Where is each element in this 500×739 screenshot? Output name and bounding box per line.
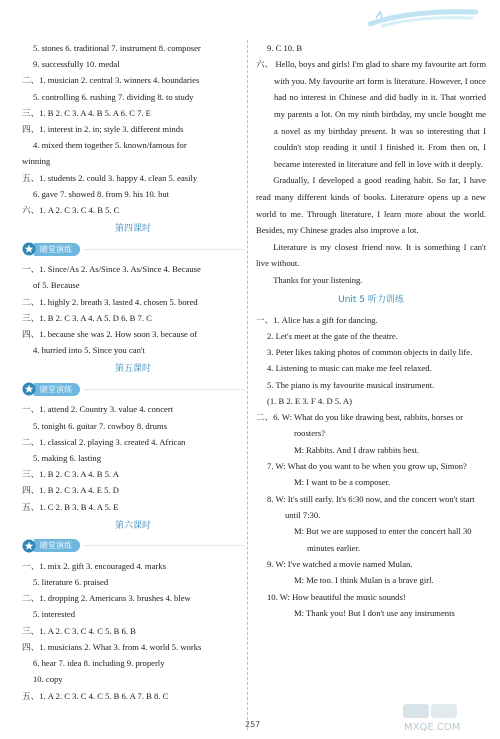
answer-line: M: Me too. I think Mulan is a brave girl. xyxy=(294,575,434,586)
passage-paragraph: Literature is my closest friend now. It is something I can't live without. xyxy=(256,241,486,269)
answer-line: 二、1. highly 2. breath 3. lasted 4. chosen 5. bored xyxy=(22,296,198,307)
answer-line: of 5. Because xyxy=(33,280,80,291)
practice-banner-label: 随堂演练 xyxy=(34,243,80,256)
answer-line: 5. controlling 6. rushing 7. dividing 8. to study xyxy=(33,91,194,102)
answer-line: winning xyxy=(22,156,51,167)
left-column xyxy=(22,40,244,704)
answer-line: M: I want to be a composer. xyxy=(294,477,391,488)
answer-line: 二、1. musician 2. central 3. winners 4. boundaries xyxy=(22,75,200,86)
section-heading: 第四课时 xyxy=(114,224,151,235)
right-column xyxy=(256,40,486,621)
answer-line: 一、1. Since/As 2. As/Since 3. As/Since 4. Because xyxy=(22,264,201,275)
answer-line: M: Thank you! But I don't use any instruments xyxy=(294,607,455,618)
banner-rule xyxy=(84,545,244,546)
passage-paragraph: Gradually, I developed a good reading habit. So far, I have read many different kinds of books. Literature opens up a new world to me. Through literature, I learn more about the world. Besides, my Chinese grades also improve a lot. xyxy=(256,175,486,236)
answer-line: 二、1. classical 2. playing 3. created 4. African xyxy=(22,436,186,447)
answer-line: 三、1. B 2. C 3. A 4. A 5. D 6. B 7. C xyxy=(22,312,152,323)
banner-rule xyxy=(84,389,244,390)
answer-line: 5. tonight 6. guitar 7. cowboy 8. drums xyxy=(33,420,167,431)
svg-text:MXQE.COM: MXQE.COM xyxy=(404,722,461,733)
answer-line: (1. B 2. E 3. F 4. D 5. A) xyxy=(267,395,352,406)
answer-line: 8. W: It's still early. It's 6:30 now, and the concert won't start until 7:30. xyxy=(267,493,475,520)
star-badge-icon xyxy=(22,242,36,256)
answer-line: 9. W: I've watched a movie named Mulan. xyxy=(267,559,413,570)
banner-rule xyxy=(84,249,244,250)
star-badge-icon xyxy=(22,539,36,553)
answer-line: 五、1. C 2. B 3. B 4. A 5. E xyxy=(22,501,119,512)
answer-line: 五、1. students 2. could 3. happy 4. clean 5. easily xyxy=(22,172,198,183)
passage-paragraph: 六、 Hello, boys and girls! I'm glad to share my favourite art form with you. My favourite art form is literature. However, I once had no interest in Chinese and did badly in it. That worried my parents a lot. On my ninth birthday, my uncle bought me a novel as my birthday present. It was so interesting that I couldn't stop reading it until I finished it. From then on, I became interested in literature and fell in love with it deeply. xyxy=(256,59,486,169)
answer-line: 10. W: How beautiful the music sounds! xyxy=(267,591,406,602)
answer-line: 5. literature 6. praised xyxy=(33,577,109,588)
answer-line: M: But we are supposed to enter the concert hall 30 minutes earlier. xyxy=(294,526,472,553)
answer-line: 9. C 10. B xyxy=(267,43,303,53)
watermark-logo xyxy=(402,703,482,733)
answer-line: 五、1. A 2. C 3. C 4. C 5. B 6. A 7. B 8. C xyxy=(22,690,169,701)
answer-line: 一、1. Alice has a gift for dancing. xyxy=(256,314,378,325)
answer-line: 5. interested xyxy=(33,609,75,620)
answer-line: 二、6. W: What do you like drawing best, rabbits, horses or roosters? xyxy=(256,411,463,439)
answer-line: 四、1. because she was 2. How soon 3. because of xyxy=(22,329,198,340)
answer-line: 三、1. B 2. C 3. A 4. B 5. A xyxy=(22,469,119,480)
answer-line: 3. Peter likes taking photos of common objects in daily life. xyxy=(267,346,473,357)
answer-line: 六、1. A 2. C 3. C 4. B 5. C xyxy=(22,205,120,216)
answer-line: M: Rabbits. And I draw rabbits best. xyxy=(294,444,420,455)
column-divider xyxy=(247,40,248,730)
answer-line: 4. Listening to music can make me feel relaxed. xyxy=(267,363,432,374)
answer-line: 四、1. musicians 2. What 3. from 4. world 5. works xyxy=(22,641,202,652)
practice-banner xyxy=(22,381,244,397)
answer-line: 一、1. attend 2. Country 3. value 4. concert xyxy=(22,404,174,415)
answer-line: 5. stones 6. traditional 7. instrument 8. composer xyxy=(33,43,201,53)
answer-line: 2. Let's meet at the gate of the theatre. xyxy=(267,330,398,341)
answer-line: 6. hear 7. idea 8. including 9. properly xyxy=(33,658,165,669)
answer-line: 4. mixed them together 5. known/famous for xyxy=(33,140,187,151)
header-swoosh-decoration xyxy=(368,6,478,30)
page-number: 257 xyxy=(245,720,261,729)
answer-line: 四、1. B 2. C 3. A 4. E 5. D xyxy=(22,485,119,496)
section-heading: 第五课时 xyxy=(114,364,151,375)
answer-line: 三、1. B 2. C 3. A 4. B 5. A 6. C 7. E xyxy=(22,107,151,118)
section-heading: 第六课时 xyxy=(114,520,151,531)
answer-line: 4. hurried into 5. Since you can't xyxy=(33,345,145,356)
answer-line: 5. making 6. lasting xyxy=(33,453,102,464)
practice-banner xyxy=(22,241,244,257)
passage-paragraph: Thanks for your listening. xyxy=(273,274,363,285)
practice-banner-label: 随堂演练 xyxy=(34,383,80,396)
answer-line: 5. The piano is my favourite musical instrument. xyxy=(267,379,435,390)
practice-banner-label: 随堂演练 xyxy=(34,539,80,552)
answer-line: 7. W: What do you want to be when you grow up, Simon? xyxy=(267,460,467,471)
practice-banner xyxy=(22,538,244,554)
answer-line: 6. gave 7. showed 8. from 9. his 10. but xyxy=(33,188,170,199)
answer-line: 二、1. dropping 2. Americans 3. brushes 4. blew xyxy=(22,593,191,604)
answer-line: 9. successfully 10. medal xyxy=(33,59,120,70)
answer-line: 一、1. mix 2. gift 3. encouraged 4. marks xyxy=(22,560,166,571)
section-heading: Unit 5 听力训练 xyxy=(338,294,404,305)
star-badge-icon xyxy=(22,382,36,396)
answer-line: 三、1. A 2. C 3. C 4. C 5. B 6. B xyxy=(22,625,136,636)
answer-line: 10. copy xyxy=(33,674,63,685)
answer-line: 四、1. interest in 2. in; style 3. different minds xyxy=(22,124,184,135)
